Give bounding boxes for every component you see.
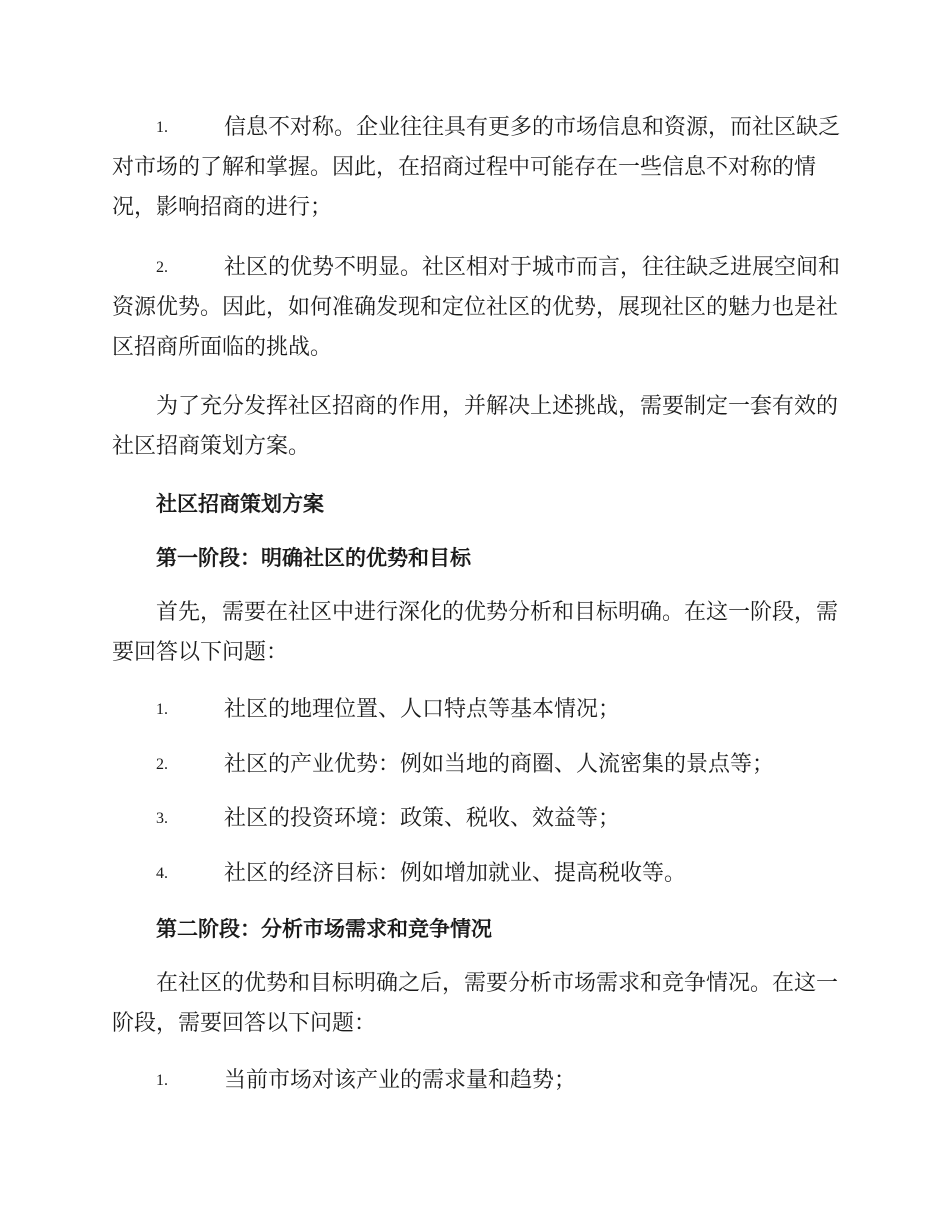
stage1-heading: 第一阶段：明确社区的优势和目标 — [156, 545, 471, 570]
paragraph-line: 社区招商策划方案。 — [112, 434, 311, 459]
paragraph-line: 为了充分发挥社区招商的作用，并解决上述挑战，需要制定一套有效的 — [156, 394, 839, 419]
list-item-text: 社区的地理位置、人口特点等基本情况； — [224, 697, 621, 722]
paragraph-line: 区招商所面临的挑战。 — [112, 335, 333, 360]
paragraph-line: 社区的优势不明显。社区相对于城市而言，往往缺乏进展空间和 — [224, 255, 841, 280]
intro-paragraph — [112, 387, 839, 467]
paragraph-line: 要回答以下问题： — [112, 640, 289, 665]
paragraph-line: 资源优势。因此，如何准确发现和定位社区的优势，展现社区的魅力也是社 — [112, 295, 839, 320]
list-item-text: 当前市场对该产业的需求量和趋势； — [224, 1068, 577, 1093]
list-item-text: 社区的经济目标：例如增加就业、提高税收等。 — [224, 861, 687, 886]
plan-title: 社区招商策划方案 — [156, 491, 324, 516]
stage2-item-1 — [112, 1061, 834, 1101]
list-number: 1. — [156, 701, 168, 718]
list-number: 4. — [156, 865, 168, 882]
stage1-item-4 — [112, 854, 834, 894]
challenge-item-2 — [112, 248, 841, 368]
stage1-item-2 — [112, 745, 834, 785]
list-item-text: 社区的投资环境：政策、税收、效益等； — [224, 806, 621, 831]
list-number: 2. — [156, 259, 168, 276]
list-item-text: 社区的产业优势：例如当地的商圈、人流密集的景点等； — [224, 752, 775, 777]
challenge-item-1 — [112, 108, 841, 228]
stage1-item-3 — [112, 799, 834, 839]
paragraph-line: 况，影响招商的进行； — [112, 195, 333, 220]
list-number: 1. — [156, 119, 168, 136]
stage1-item-1 — [112, 690, 834, 730]
paragraph-line: 首先，需要在社区中进行深化的优势分析和目标明确。在这一阶段，需 — [156, 600, 839, 625]
list-number: 3. — [156, 810, 168, 827]
stage2-paragraph — [112, 964, 839, 1044]
list-number: 2. — [156, 756, 168, 773]
paragraph-line: 在社区的优势和目标明确之后，需要分析市场需求和竞争情况。在这一 — [156, 971, 839, 996]
paragraph-line: 阶段，需要回答以下问题： — [112, 1011, 377, 1036]
list-number: 1. — [156, 1072, 168, 1089]
paragraph-line: 信息不对称。企业往往具有更多的市场信息和资源，而社区缺乏 — [224, 115, 841, 140]
paragraph-line: 对市场的了解和掌握。因此，在招商过程中可能存在一些信息不对称的情 — [112, 155, 817, 180]
stage1-paragraph — [112, 593, 839, 673]
stage2-heading: 第二阶段：分析市场需求和竞争情况 — [156, 916, 492, 941]
